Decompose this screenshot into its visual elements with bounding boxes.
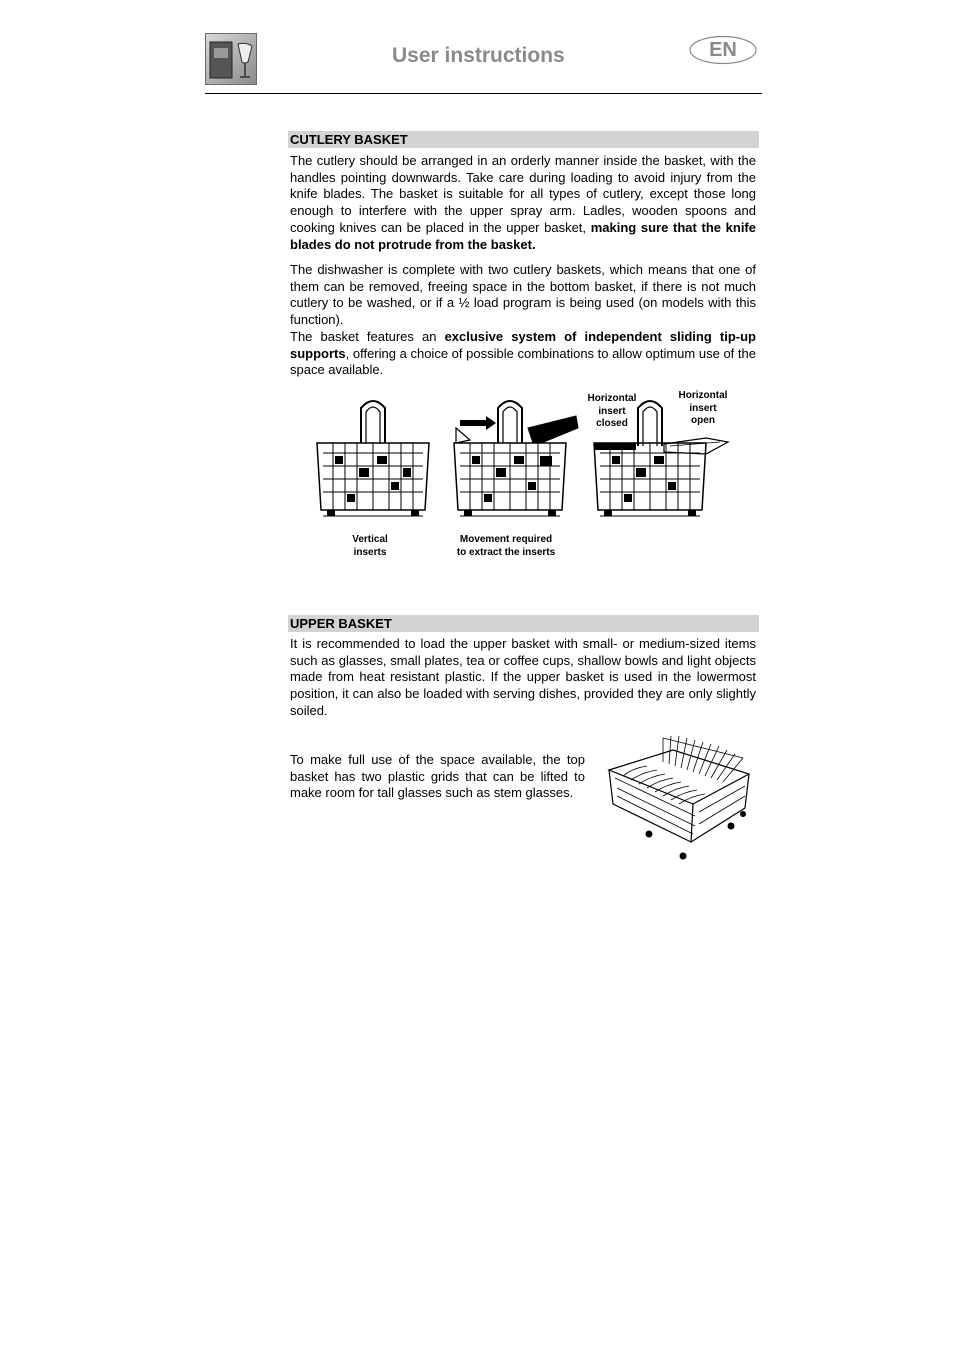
caption-line: closed — [596, 418, 628, 429]
caption-line: Horizontal — [587, 393, 637, 404]
caption-line: Horizontal — [678, 390, 728, 401]
language-code: EN — [709, 39, 737, 61]
upper-basket-heading: UPPER BASKET — [288, 615, 759, 632]
cutlery-paragraph-3-after: , offering a choice of possible combinations to allow optimum use of the space available. — [290, 345, 756, 378]
language-badge — [688, 35, 758, 65]
cutlery-paragraph-3 — [290, 329, 756, 379]
caption-line: open — [691, 415, 715, 426]
caption-horizontal-closed — [578, 393, 646, 431]
cutlery-paragraph-3-before: The basket features an — [290, 329, 445, 344]
cutlery-basket-heading: CUTLERY BASKET — [288, 131, 759, 148]
upper-basket-illustration — [603, 732, 753, 867]
header-divider — [205, 93, 762, 94]
caption-movement — [440, 534, 572, 559]
upper-basket-paragraph-1: It is recommended to load the upper basket with small- or medium-sized items such as glasses, small plates, tea or coffee cups, shallow bowls and light objects made from heat resistant plastic. If the upper basket is used in the lowermost position, it can also be loaded with serving dishes, provided they are only slightly soiled. — [290, 636, 756, 718]
cutlery-basket-movement-illustration — [450, 398, 580, 523]
cutlery-paragraph-3-bold: exclusive system of independent sliding tip-up supports — [290, 329, 756, 361]
caption-vertical-inserts — [330, 534, 410, 559]
cutlery-basket-vertical-illustration — [313, 398, 433, 523]
cutlery-paragraph-1-bold: making sure that the knife blades do not protrude from the basket. — [290, 219, 756, 252]
cutlery-paragraph-1 — [290, 153, 756, 253]
caption-line: Vertical — [352, 534, 388, 545]
dishwasher-logo-icon — [205, 33, 257, 85]
cutlery-paragraph-2: The dishwasher is complete with two cutlery baskets, which means that one of them can be removed, freeing space in the bottom basket, if there is not much cutlery to be washed, or if a ½ load program is being used (on models with this function). — [290, 262, 756, 328]
caption-line: to extract the inserts — [456, 546, 556, 558]
page-title: User instructions — [392, 44, 565, 67]
caption-line: inserts — [353, 546, 387, 558]
caption-line: insert — [689, 402, 717, 414]
upper-basket-paragraph-2: To make full use of the space available, the top basket has two plastic grids that can be lifted to make room for tall glasses such as stem glasses. — [290, 752, 585, 801]
caption-line: insert — [598, 405, 626, 417]
caption-horizontal-open — [670, 390, 736, 428]
caption-line: Movement required — [459, 534, 553, 545]
cutlery-paragraph-1-text: The cutlery should be arranged in an orderly manner inside the basket, with the handles pointing downwards. Take care during loading to avoid injury from the knife blades. The basket is suitable for all types of cutlery, except those long enough to interfere with the upper spray arm. Ladles, wooden spoons and cooking knives can be placed in the upper basket, — [290, 153, 756, 235]
